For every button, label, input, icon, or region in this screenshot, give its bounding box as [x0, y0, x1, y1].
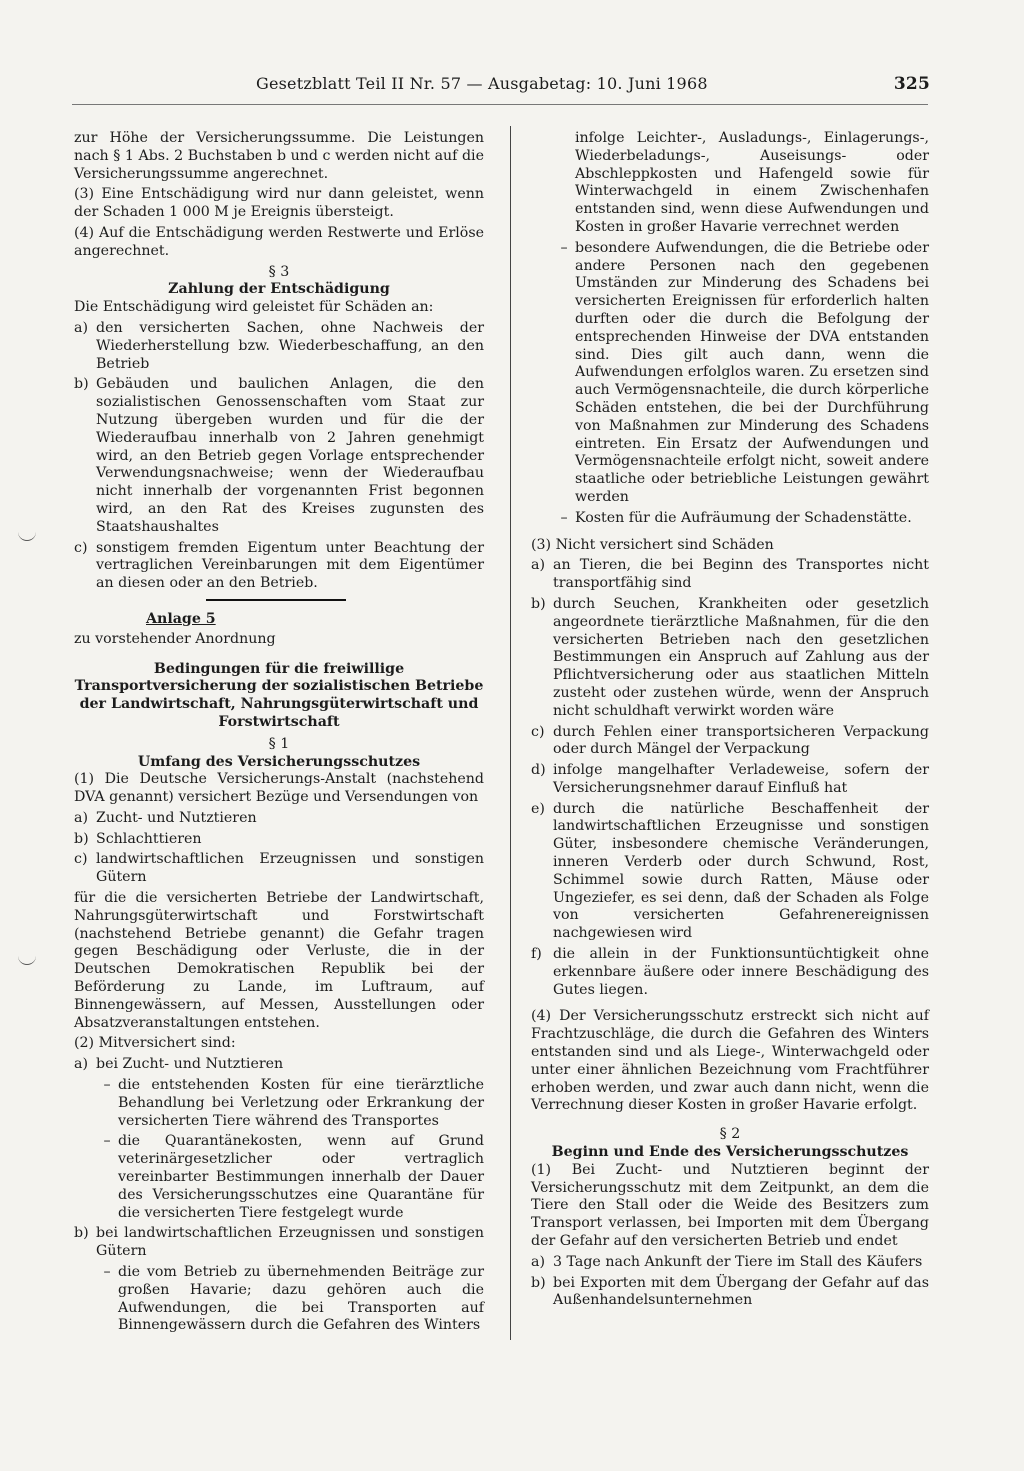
dash-item: [553, 240, 929, 507]
dash-item: [96, 1264, 484, 1335]
list-item: [531, 1254, 929, 1272]
list-label: c): [74, 539, 88, 556]
list-item: [531, 801, 929, 943]
list-item: [74, 320, 484, 373]
annex-title: Bedingungen für die freiwillige Transportversicherung der sozialistischen Betriebe der Landwirtschaft, Nahrungsgüterwirtschaft und Forstwirtschaft: [74, 660, 484, 730]
list-text: den versicherten Sachen, ohne Nachweis der Wiederherstellung bzw. Wiederbeschaffung, an den Betrieb: [96, 319, 484, 372]
dash-item: [553, 510, 929, 528]
paragraph: (2) Mitversichert sind:: [74, 1035, 236, 1052]
list-label: a): [74, 319, 88, 336]
list-label: c): [531, 723, 545, 740]
dash-marker: –: [560, 509, 568, 526]
list-item: [531, 1275, 929, 1311]
dash-marker: –: [560, 239, 568, 256]
list-item: [74, 1056, 484, 1074]
paragraph: (3) Nicht versichert sind Schäden: [531, 536, 774, 553]
page-number: 325: [893, 74, 930, 94]
list-text: bei Exporten mit dem Übergang der Gefahr auf das Außenhandelsunternehmen: [553, 1274, 929, 1309]
paragraph: Die Entschädigung wird geleistet für Schäden an:: [74, 299, 434, 316]
list-label: b): [74, 376, 89, 393]
dash-marker: –: [103, 1133, 111, 1150]
list-item: [74, 540, 484, 593]
dash-item: [96, 1077, 484, 1130]
dash-text: besondere Aufwendungen, die die Betriebe oder andere Personen nach den gegebenen Umständen zur Minderung des Schadens bei versicherten Ereignissen für erforderlich halten durften oder die durch die Befolgung der entsprechenden Hinweise der DVA entstanden sind. Dies gilt auch dann, wenn die Aufwendungen erfolglos waren. Zu ersetzen sind auch Vermögensnachteile, die durch körperliche Schäden entstehen, die bei der Durchführung von Maßnahmen zur Minderung des Schadens eintreten. Ein Ersatz der Aufwendungen und Vermögensnachteile erfolgt nicht, soweit andere staatliche oder betriebliche Leistungen gewährt werden: [575, 239, 929, 505]
list-item: [531, 724, 929, 760]
list-text: an Tieren, die bei Beginn des Transportes nicht transportfähig sind: [553, 557, 929, 592]
list-text: landwirtschaftlichen Erzeugnissen und sonstigen Gütern: [96, 851, 484, 886]
list-item: [74, 831, 484, 849]
list-text: infolge mangelhafter Verladeweise, sofern der Versicherungsnehmer darauf Einfluß hat: [553, 762, 929, 796]
page-header: [70, 74, 930, 100]
dash-text: infolge Leichter-, Ausladungs-, Einlagerungs-, Wiederbeladungs-, Auseisungs- oder Abschleppkosten und Hafengeld sowie für Winterwachgeld in einem Zwischenhafen entstanden sind, wenn diese Aufwendungen und Kosten in großer Havarie verrechnet werden: [575, 130, 929, 235]
paragraph: zur Höhe der Versicherungssumme. Die Leistungen nach § 1 Abs. 2 Buchstaben b und c werden nicht auf die Versicherungssumme angerechnet.: [74, 130, 484, 182]
section-symbol: § 1: [268, 735, 290, 752]
list-label: a): [531, 557, 545, 574]
paragraph: für die die versicherten Betriebe der Landwirtschaft, Nahrungsgüterwirtschaft und Forstwirtschaft (nachstehend Betriebe genannt) die Gefahr tragen gegen Beschädigung oder Verluste, die in der Deutschen Demokratischen Republik bei der Beförderung zu Lande, im Luftraum, auf Binnengewässern, auf Messen, Ausstellungen oder Absatzveranstaltungen entstehen.: [74, 890, 484, 1031]
dash-text: die Quarantänekosten, wenn auf Grund veterinärgesetzlicher oder vertraglich vereinbarter Bestimmungen innerhalb der Dauer des Versicherungsschutzes eine Quarantäne für die versicherten Tiere festgelegt wurde: [118, 1133, 484, 1221]
header-title: Gesetzblatt Teil II Nr. 57 — Ausgabetag: 10. Juni 1968: [256, 74, 708, 93]
list-label: c): [74, 851, 88, 868]
dash-text: die entstehenden Kosten für eine tierärztliche Behandlung bei Verletzung oder Erkrankung der versicherten Tiere während des Transportes: [118, 1077, 484, 1129]
paragraph: (4) Auf die Entschädigung werden Restwerte und Erlöse angerechnet.: [74, 224, 484, 259]
list-item: [74, 851, 484, 887]
list-item: [531, 557, 929, 593]
list-text: bei landwirtschaftlichen Erzeugnissen und sonstigen Gütern: [96, 1225, 484, 1260]
list-text: Gebäuden und baulichen Anlagen, die den sozialistischen Genossenschaften vom Staat zur Nutzung übergeben wurden und für die der Wiederaufbau innerhalb von 2 Jahren genehmigt wird, an den Betrieb gegen Vorlage entsprechender Verwendungsnachweise; wenn der Wiederaufbau nicht innerhalb der vorgenannten Frist begonnen wird, an den Rat des Kreises zugunsten des Staatshaushaltes: [96, 376, 484, 535]
column-divider: [510, 126, 511, 1340]
list-text: bei Zucht- und Nutztieren: [96, 1056, 284, 1073]
list-label: b): [531, 595, 546, 612]
list-text: durch Fehlen einer transportsicheren Verpackung oder durch Mängel der Verpackung: [553, 723, 929, 758]
paragraph: (3) Eine Entschädigung wird nur dann geleistet, wenn der Schaden 1 000 M je Ereignis übersteigt.: [74, 186, 484, 221]
paragraph: (4) Der Versicherungsschutz erstreckt sich nicht auf Frachtzuschläge, die durch die Gefahren des Winters entstanden sind und als Liege-, Winterwachgeld oder unter einer ähnlichen Bezeichnung vom Frachtführer erhoben werden, und zwar auch dann nicht, wenn die Verrechnung dieser Kosten in großer Havarie erfolgt.: [531, 1008, 929, 1114]
section-heading: Beginn und Ende des Versicherungsschutzes: [551, 1144, 909, 1161]
list-text: die allein in der Funktionsuntüchtigkeit ohne erkennbare äußere oder innere Beschädigung des Gutes liegen.: [553, 946, 929, 998]
list-label: a): [74, 809, 88, 826]
list-label: b): [531, 1274, 546, 1291]
left-column: [74, 130, 484, 1338]
list-label: a): [74, 1056, 88, 1073]
section-symbol: § 3: [268, 263, 290, 280]
section-heading: Zahlung der Entschädigung: [168, 281, 390, 298]
list-text: Schlachttieren: [96, 830, 202, 847]
dash-text: die vom Betrieb zu übernehmenden Beiträge zur großen Havarie; dazu gehören auch die Aufwendungen, die bei Transporten auf Binnengewässern durch die Gefahren des Winters: [118, 1264, 484, 1334]
list-text: 3 Tage nach Ankunft der Tiere im Stall des Käufers: [553, 1253, 923, 1270]
dash-text: Kosten für die Aufräumung der Schadenstätte.: [575, 509, 912, 526]
section-rule: [206, 599, 346, 601]
list-text: durch die natürliche Beschaffenheit der landwirtschaftlichen Erzeugnisse und sonstigen Güter, insbesondere chemische Veränderungen, inneren Verderb oder durch Schwund, Rost, Schimmel sowie durch Ratten, Mäuse oder Ungeziefer, es sei denn, daß der Schaden als Folge von versicherten Gefahrenereignissen nachgewiesen wird: [553, 800, 929, 942]
list-item: [531, 596, 929, 721]
list-item: [531, 946, 929, 999]
margin-mark: [18, 956, 36, 965]
list-item: [74, 1225, 484, 1261]
list-text: sonstigem fremden Eigentum unter Beachtung der vertraglichen Vereinbarungen mit dem Eigentümer an diesen oder an den Betrieb.: [96, 539, 484, 592]
list-item: [74, 376, 484, 536]
list-label: b): [74, 830, 89, 847]
paragraph: (1) Die Deutsche Versicherungs-Anstalt (nachstehend DVA genannt) versichert Bezüge und Versendungen von: [74, 771, 484, 806]
margin-mark: [18, 532, 36, 541]
annex-label: Anlage 5: [146, 610, 216, 627]
list-label: a): [531, 1253, 545, 1270]
list-label: e): [531, 800, 545, 817]
dash-item: [96, 1133, 484, 1222]
dash-continuation: [553, 130, 929, 237]
list-text: Zucht- und Nutztieren: [96, 809, 257, 826]
section-symbol: § 2: [719, 1126, 741, 1143]
list-label: b): [74, 1225, 89, 1242]
right-column: [531, 130, 929, 1313]
list-item: [531, 762, 929, 798]
dash-marker: –: [103, 1264, 111, 1281]
annex-reference: zu vorstehender Anordnung: [74, 630, 276, 647]
section-heading: Umfang des Versicherungsschutzes: [137, 753, 421, 770]
dash-marker: –: [103, 1077, 111, 1094]
list-text: durch Seuchen, Krankheiten oder gesetzlich angeordnete tierärztliche Maßnahmen, für die den versicherten Betrieben nach den gesetzlichen Bestimmungen ein Anspruch auf Zahlung aus der Pflichtversicherung oder aus staatlichen Mitteln zusteht oder zustehen würde, wenn der Anspruch nicht schuldhaft verwirkt worden wäre: [553, 595, 929, 719]
header-rule: [72, 104, 928, 105]
list-label: d): [531, 762, 546, 779]
list-label: f): [531, 946, 542, 963]
list-item: [74, 810, 484, 828]
paragraph: (1) Bei Zucht- und Nutztieren beginnt der Versicherungsschutz mit dem Zeitpunkt, an dem die Tiere den Stall oder die Weide des Besitzers zum Transport verlassen, bei Importen mit dem Übergang der Gefahr auf den versicherten Betrieb und endet: [531, 1161, 929, 1250]
